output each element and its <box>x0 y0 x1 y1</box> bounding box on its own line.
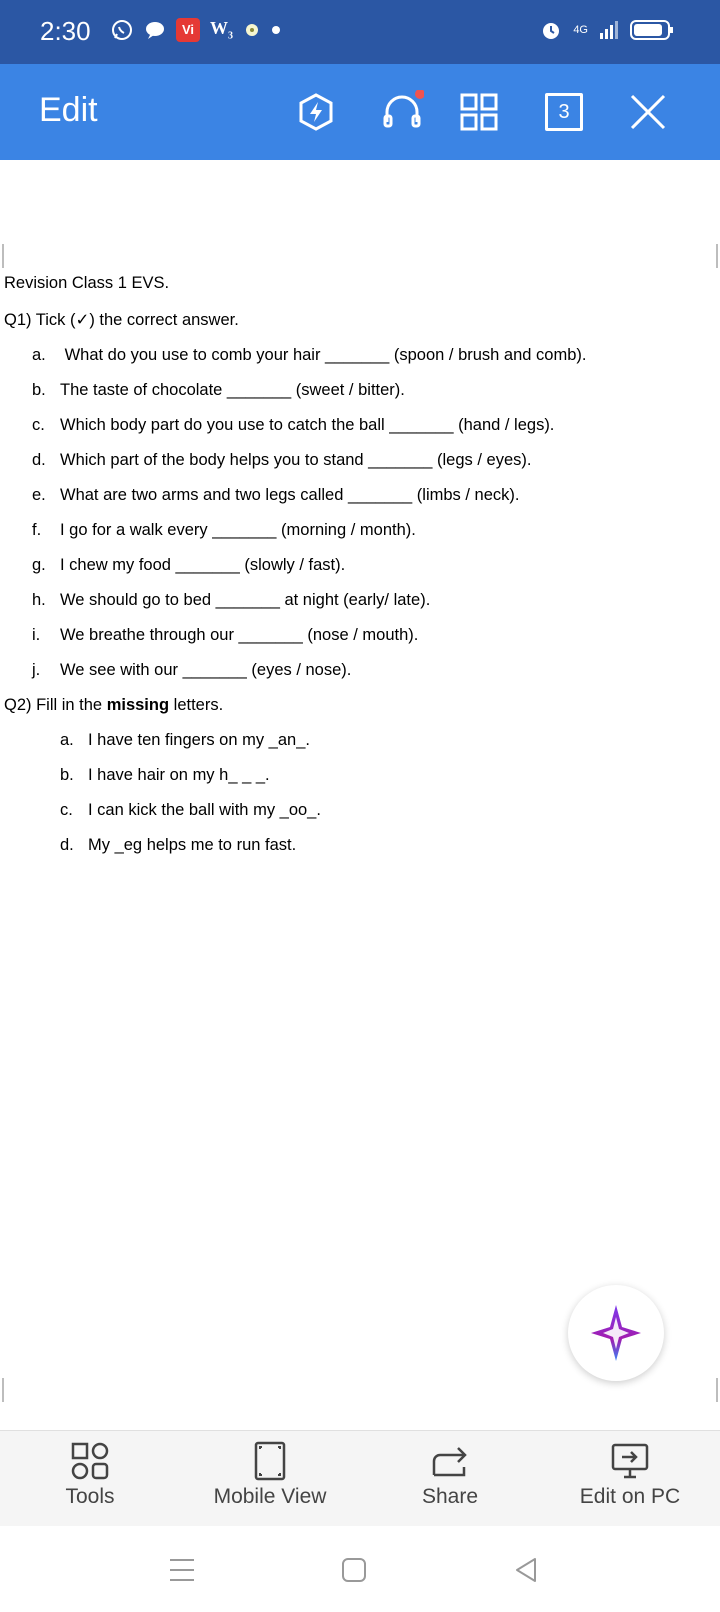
q1-heading: Q1) Tick (✓) the correct answer. <box>4 311 239 329</box>
item-marker: b. <box>32 381 46 399</box>
system-icons <box>539 18 674 42</box>
back-triangle-icon <box>513 1556 539 1584</box>
item-text: My _eg helps me to run fast. <box>88 836 297 854</box>
battery-icon <box>630 19 674 41</box>
item-text: What are two arms and two legs called _______ (limbs / neck). <box>60 486 520 504</box>
lightning-hexagon-icon <box>296 92 336 132</box>
w3-app-icon: $W_3$ <box>210 18 233 42</box>
item-text: Which part of the body helps you to stand _______ (legs / eyes). <box>60 451 532 469</box>
page-margin-mark <box>2 1378 4 1402</box>
network-type-icon: 4G <box>573 24 588 36</box>
page-margin-mark <box>716 244 718 268</box>
notification-app-icon <box>243 21 261 39</box>
item-marker: g. <box>32 556 46 574</box>
item-marker: f. <box>32 521 42 539</box>
home-square-icon <box>341 1557 367 1583</box>
item-marker: j. <box>32 661 41 679</box>
whatsapp-icon <box>110 18 134 42</box>
item-text: We breathe through our _______ (nose / mouth). <box>60 626 419 644</box>
item-marker: a. <box>60 731 74 749</box>
mobile-view-button[interactable] <box>180 1441 360 1509</box>
notification-icons <box>110 18 281 42</box>
item-marker: i. <box>32 626 41 644</box>
chat-bubble-icon <box>144 19 166 41</box>
item-text: We should go to bed _______ at night (early/ late). <box>60 591 431 609</box>
carrier-badge-icon: Vi <box>176 18 200 42</box>
bottom-toolbar <box>0 1430 720 1527</box>
menu-lines-icon <box>168 1557 196 1583</box>
quick-action-button[interactable] <box>288 84 344 140</box>
share-icon <box>430 1441 470 1481</box>
item-marker: b. <box>60 766 74 784</box>
mobile-view-icon <box>250 1441 290 1481</box>
close-button[interactable] <box>620 84 676 140</box>
more-notifications-dot-icon <box>271 25 281 35</box>
page-title: Edit <box>39 91 98 129</box>
document-title: Revision Class 1 EVS. <box>4 274 170 292</box>
ai-assistant-button[interactable] <box>568 1285 664 1381</box>
tab-count-icon <box>545 93 583 131</box>
read-aloud-button[interactable] <box>374 84 430 140</box>
item-marker: e. <box>32 486 46 504</box>
item-text: I chew my food _______ (slowly / fast). <box>60 556 346 574</box>
q2-heading-pre: Q2) Fill in the <box>4 696 107 714</box>
item-text: Which body part do you use to catch the ball _______ (hand / legs). <box>60 416 555 434</box>
headphones-icon <box>380 90 424 134</box>
tab-count: 3 <box>558 100 570 123</box>
q2-heading-bold: missing <box>106 696 170 714</box>
computer-icon <box>610 1441 650 1481</box>
app-bar <box>0 64 720 160</box>
share-button[interactable] <box>360 1441 540 1509</box>
share-label: Share <box>421 1485 479 1508</box>
q2-heading-post: letters. <box>169 696 224 714</box>
page-margin-mark <box>2 244 4 268</box>
item-marker: c. <box>32 416 45 434</box>
status-bar <box>0 0 720 64</box>
item-text: We see with our _______ (eyes / nose). <box>60 661 352 679</box>
tools-label: Tools <box>65 1485 115 1508</box>
mobile-view-label: Mobile View <box>213 1485 327 1508</box>
edit-on-pc-label: Edit on PC <box>579 1485 681 1508</box>
item-text: I have hair on my h_ _ _. <box>88 766 270 784</box>
recent-apps-button[interactable] <box>160 1548 204 1592</box>
item-marker: c. <box>60 801 73 819</box>
item-text: I go for a walk every _______ (morning / month). <box>60 521 416 539</box>
tab-switcher-button[interactable] <box>536 84 592 140</box>
q2-heading <box>4 696 223 715</box>
page-margin-mark <box>716 1378 718 1402</box>
back-button[interactable] <box>504 1548 548 1592</box>
close-icon <box>628 92 668 132</box>
sparkle-icon <box>589 1303 643 1363</box>
item-marker: a. <box>32 346 46 364</box>
edit-on-pc-button[interactable] <box>540 1441 720 1509</box>
item-text: The taste of chocolate _______ (sweet / bitter). <box>60 381 405 399</box>
item-text: I have ten fingers on my _an_. <box>88 731 310 749</box>
alarm-icon <box>539 18 563 42</box>
tools-button[interactable] <box>0 1441 180 1509</box>
item-marker: d. <box>32 451 46 469</box>
system-nav-bar <box>0 1526 720 1612</box>
status-time: 2:30 <box>40 16 91 46</box>
item-marker: d. <box>60 836 74 854</box>
grid-icon <box>459 92 499 132</box>
apps-grid-button[interactable] <box>451 84 507 140</box>
item-text: What do you use to comb your hair _______ (spoon / brush and comb). <box>60 346 587 364</box>
signal-icon <box>598 19 620 41</box>
home-button[interactable] <box>332 1548 376 1592</box>
item-text: I can kick the ball with my _oo_. <box>88 801 321 819</box>
tools-icon <box>70 1441 110 1481</box>
item-marker: h. <box>32 591 46 609</box>
